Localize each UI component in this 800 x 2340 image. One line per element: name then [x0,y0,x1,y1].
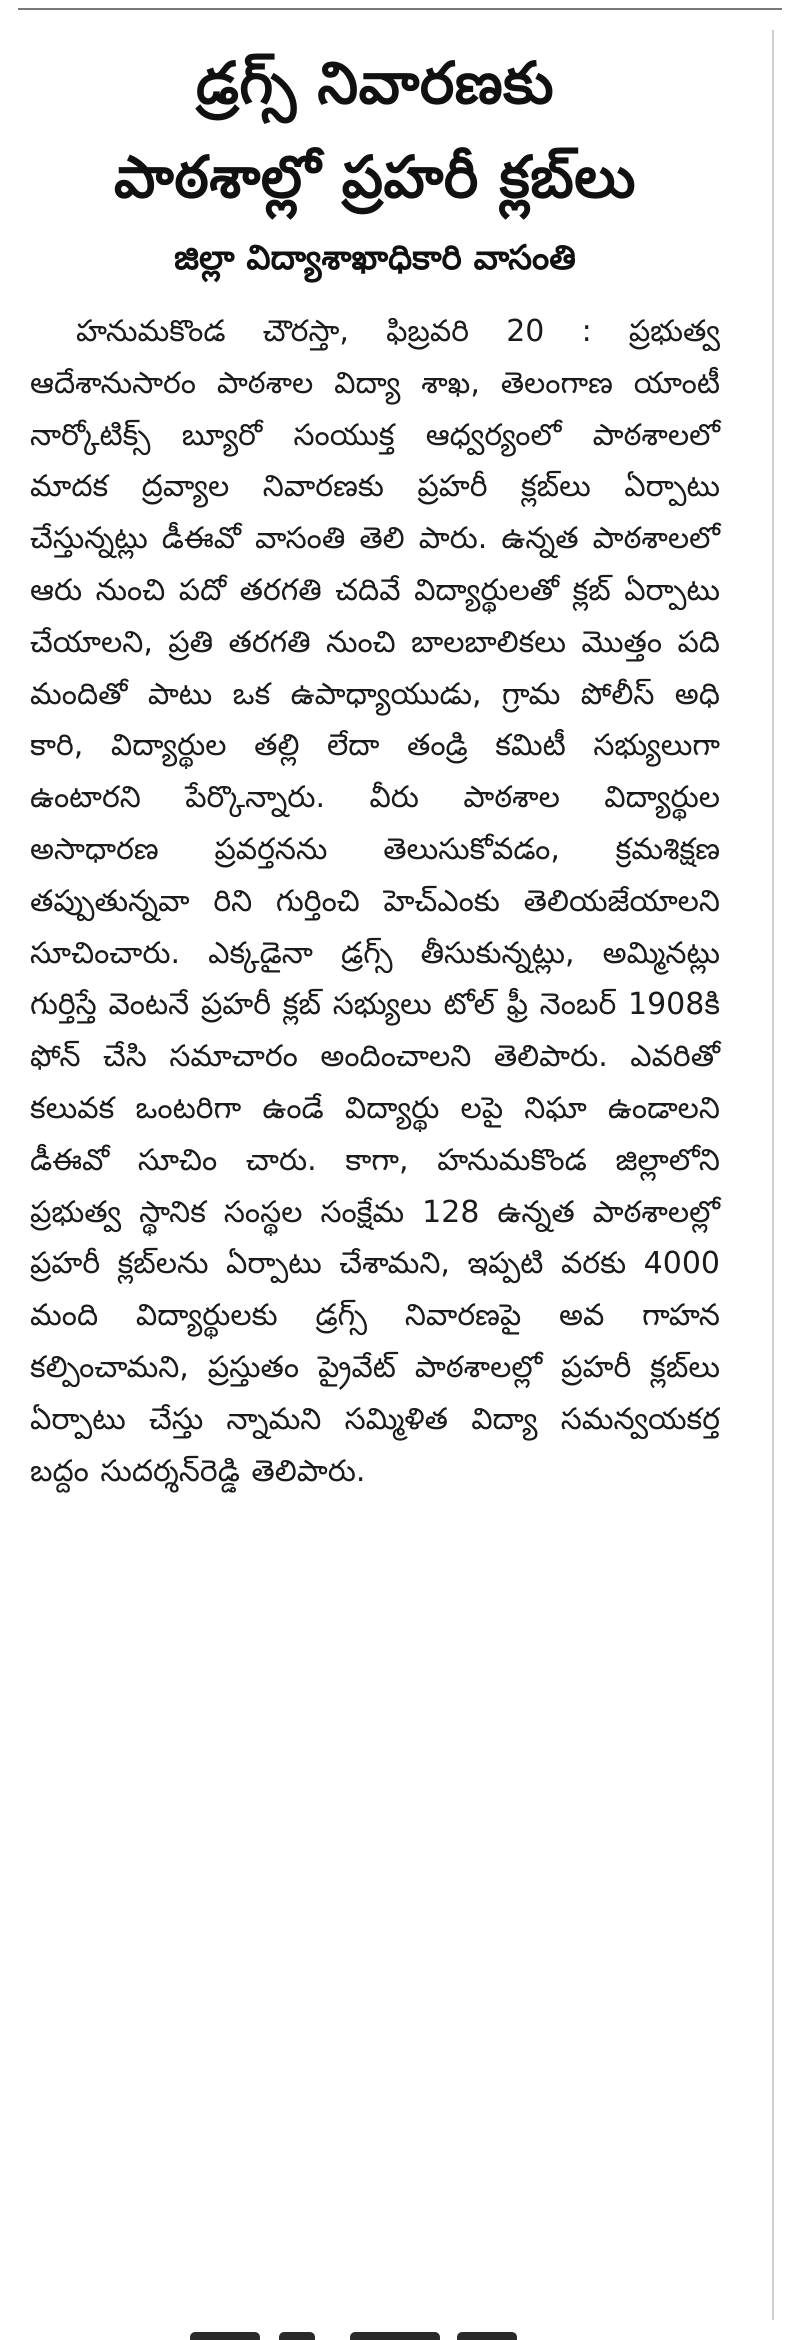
news-article [30,36,720,1497]
headline-line-1: డ్రగ్స్ నివారణకు [195,49,555,117]
headline-line-2: పాఠశాల్లో ప్రహరీ క్లబ్‌లు [114,143,636,211]
article-body: హనుమకొండ చౌరస్తా, ఫిబ్రవరి 20 : ప్రభుత్వ ఆదేశానుసారం పాఠశాల విద్యా శాఖ, తెలంగాణ యాంటీ నార్కోటిక్స్ బ్యూరో సంయుక్త ఆధ్వర్యంలో పాఠశాలలో మాదక ద్రవ్యాల నివారణకు ప్రహరీ క్లబ్‌లు ఏర్పాటు చేస్తున్నట్లు డీఈవో వాసంతి తెలి పారు. ఉన్నత పాఠశాలలో ఆరు నుంచి పదో తరగతి చదివే విద్యార్థులతో క్లబ్ ఏర్పాటు చేయాలని, ప్రతి తరగతి నుంచి బాలబాలికలు మొత్తం పది మందితో పాటు ఒక ఉపాధ్యాయుడు, గ్రామ పోలీస్ అధి కారి, విద్యార్థుల తల్లి లేదా తండ్రి కమిటీ సభ్యులుగా ఉంటారని పేర్కొన్నారు. వీరు పాఠశాల విద్యార్థుల అసాధారణ ప్రవర్తనను తెలుసుకోవడం, క్రమశిక్షణ తప్పుతున్నవా రిని గుర్తించి హెచ్ఎంకు తెలియజేయాలని సూచించారు. ఎక్కడైనా డ్రగ్స్ తీసుకున్నట్లు, అమ్మినట్లు గుర్తిస్తే వెంటనే ప్రహరీ క్లబ్ సభ్యులు టోల్ ఫ్రీ నెంబర్ 1908కి ఫోన్ చేసి సమాచారం అందించాలని తెలిపారు. ఎవరితో కలువక ఒంటరిగా ఉండే విద్యార్థు లపై నిఘా ఉండాలని డీఈవో సూచిం చారు. కాగా, హనుమకొండ జిల్లాలోని ప్రభుత్వ స్థానిక సంస్థల సంక్షేమ 128 ఉన్నత పాఠశాలల్లో ప్రహరీ క్లబ్‌లను ఏర్పాటు చేశామని, ఇప్పటి వరకు 4000 మంది విద్యార్థులకు డ్రగ్స్ నివారణపై అవ గాహన కల్పించామని, ప్రస్తుతం ప్రైవేట్ పాఠశాలల్లో ప్రహరీ క్లబ్‌లు ఏర్పాటు చేస్తు న్నామని సమ్మిళిత విద్యా సమన్వయకర్త బద్దం సుదర్శన్‌రెడ్డి తెలిపారు. [30,314,720,1489]
next-article-cutoff-fragment [190,2318,590,2340]
article-subheadline: జిల్లా విద్యాశాఖాధికారి వాసంతి [174,238,576,278]
top-border-rule [18,8,782,10]
article-headline [30,36,720,224]
column-divider-rule [772,30,774,2320]
